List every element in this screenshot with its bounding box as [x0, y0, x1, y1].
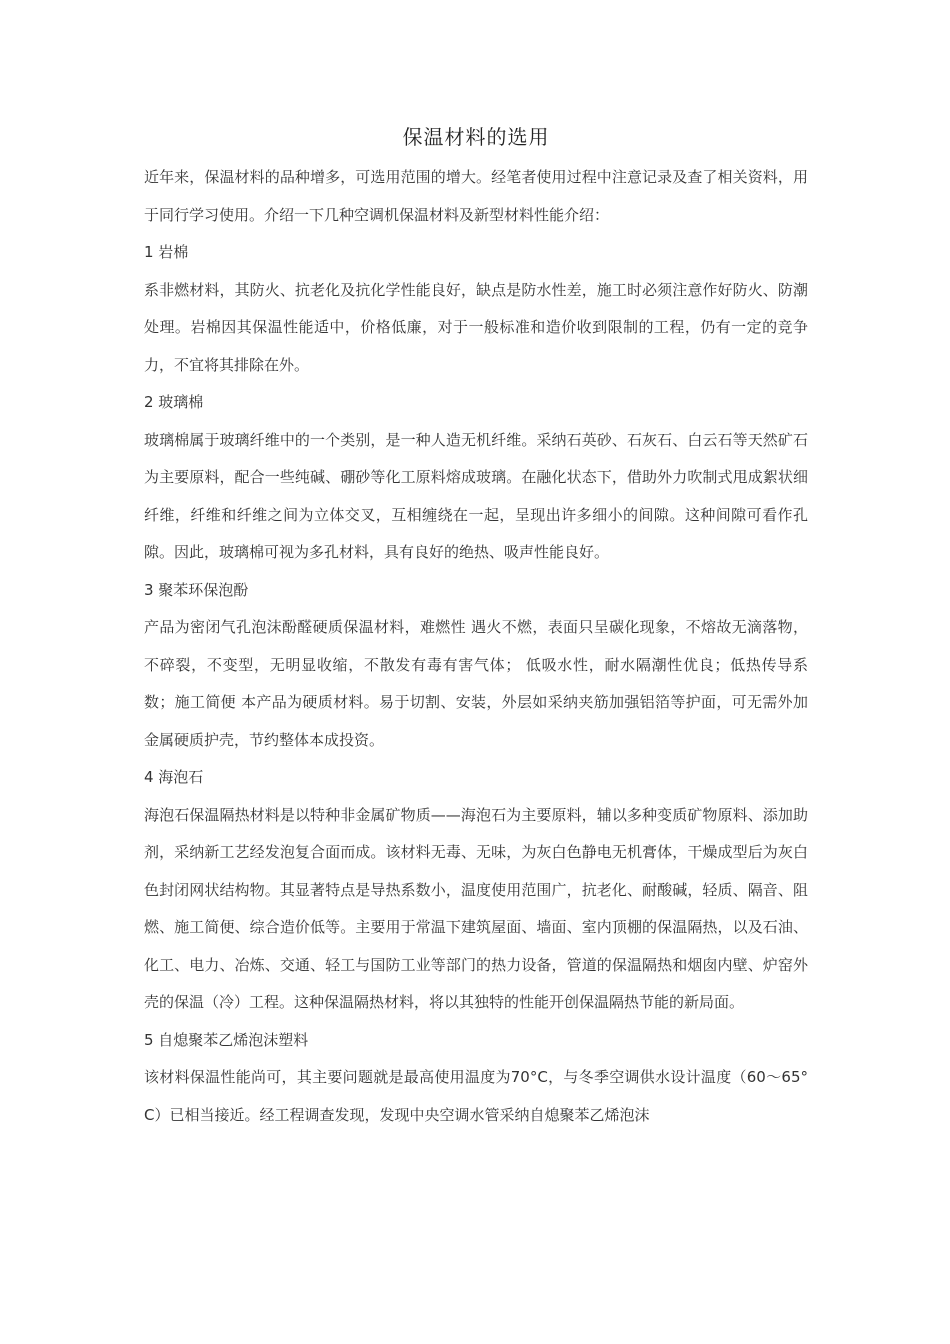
document-content: [144, 121, 808, 1134]
section-heading-rock-wool: 1 岩棉: [144, 243, 189, 261]
section-body-sepiolite: 海泡石保温隔热材料是以特种非金属矿物质——海泡石为主要原料，辅以多种变质矿物原料、添加助剂，采纳新工艺经发泡复合面而成。该材料无毒、无味，为灰白色静电无机膏体，干燥成型后为灰白色封闭网状结构物。其显著特点是导热系数小，温度使用范围广，抗老化、耐酸碱，轻质、隔音、阻燃、施工简便、综合造价低等。主要用于常温下建筑屋面、墙面、室内顶棚的保温隔热，以及石油、化工、电力、冶炼、交通、轻工与国防工业等部门的热力设备，管道的保温隔热和烟囱内壁、炉窑外壳的保温（冷）工程。这种保温隔热材料，将以其独特的性能开创保温隔热节能的新局面。: [144, 805, 808, 1011]
section-body-polystyrene-foam: 该材料保温性能尚可，其主要问题就是最高使用温度为70°C，与冬季空调供水设计温度（60～65°C）已相当接近。经工程调查发现，发现中央空调水管采纳自熄聚苯乙烯泡沫: [144, 1068, 808, 1124]
section-body-phenolic-foam: 产品为密闭气孔泡沫酚醛硬质保温材料，难燃性 遇火不燃，表面只呈碳化现象，不熔故无滴落物，不碎裂，不变型，无明显收缩，不散发有毒有害气体； 低吸水性，耐水隔潮性优良；低热传导系数；施工简便 本产品为硬质材料。易于切割、安装，外层如采纳夹筋加强铝箔等护面，可无需外加金属硬质护壳，节约整体本成投资。: [144, 618, 808, 749]
section-heading-phenolic-foam: 3 聚苯环保泡酚: [144, 580, 249, 599]
section-body-glass-wool: 玻璃棉属于玻璃纤维中的一个类别，是一种人造无机纤维。采纳石英砂、石灰石、白云石等天然矿石为主要原料，配合一些纯碱、硼砂等化工原料熔成玻璃。在融化状态下，借助外力吹制式甩成絮状细纤维，纤维和纤维之间为立体交叉，互相缠绕在一起，呈现出许多细小的间隙。这种间隙可看作孔隙。因此，玻璃棉可视为多孔材料，具有良好的绝热、吸声性能良好。: [144, 430, 808, 561]
section-heading-glass-wool: 2 玻璃棉: [144, 393, 204, 411]
section-heading-polystyrene-foam: 5 自熄聚苯乙烯泡沫塑料: [144, 1030, 309, 1049]
intro-paragraph: 近年来，保温材料的品种增多，可选用范围的增大。经笔者使用过程中注意记录及查了相关资料，用于同行学习使用。介绍一下几种空调机保温材料及新型材料性能介绍：: [144, 168, 808, 224]
section-body-rock-wool: 系非燃材料，其防火、抗老化及抗化学性能良好，缺点是防水性差，施工时必须注意作好防火、防潮处理。岩棉因其保温性能适中，价格低廉，对于一般标准和造价收到限制的工程，仍有一定的竞争力，不宜将其排除在外。: [144, 280, 808, 374]
document-title: 保温材料的选用: [402, 125, 550, 149]
section-heading-sepiolite: 4 海泡石: [144, 768, 204, 786]
